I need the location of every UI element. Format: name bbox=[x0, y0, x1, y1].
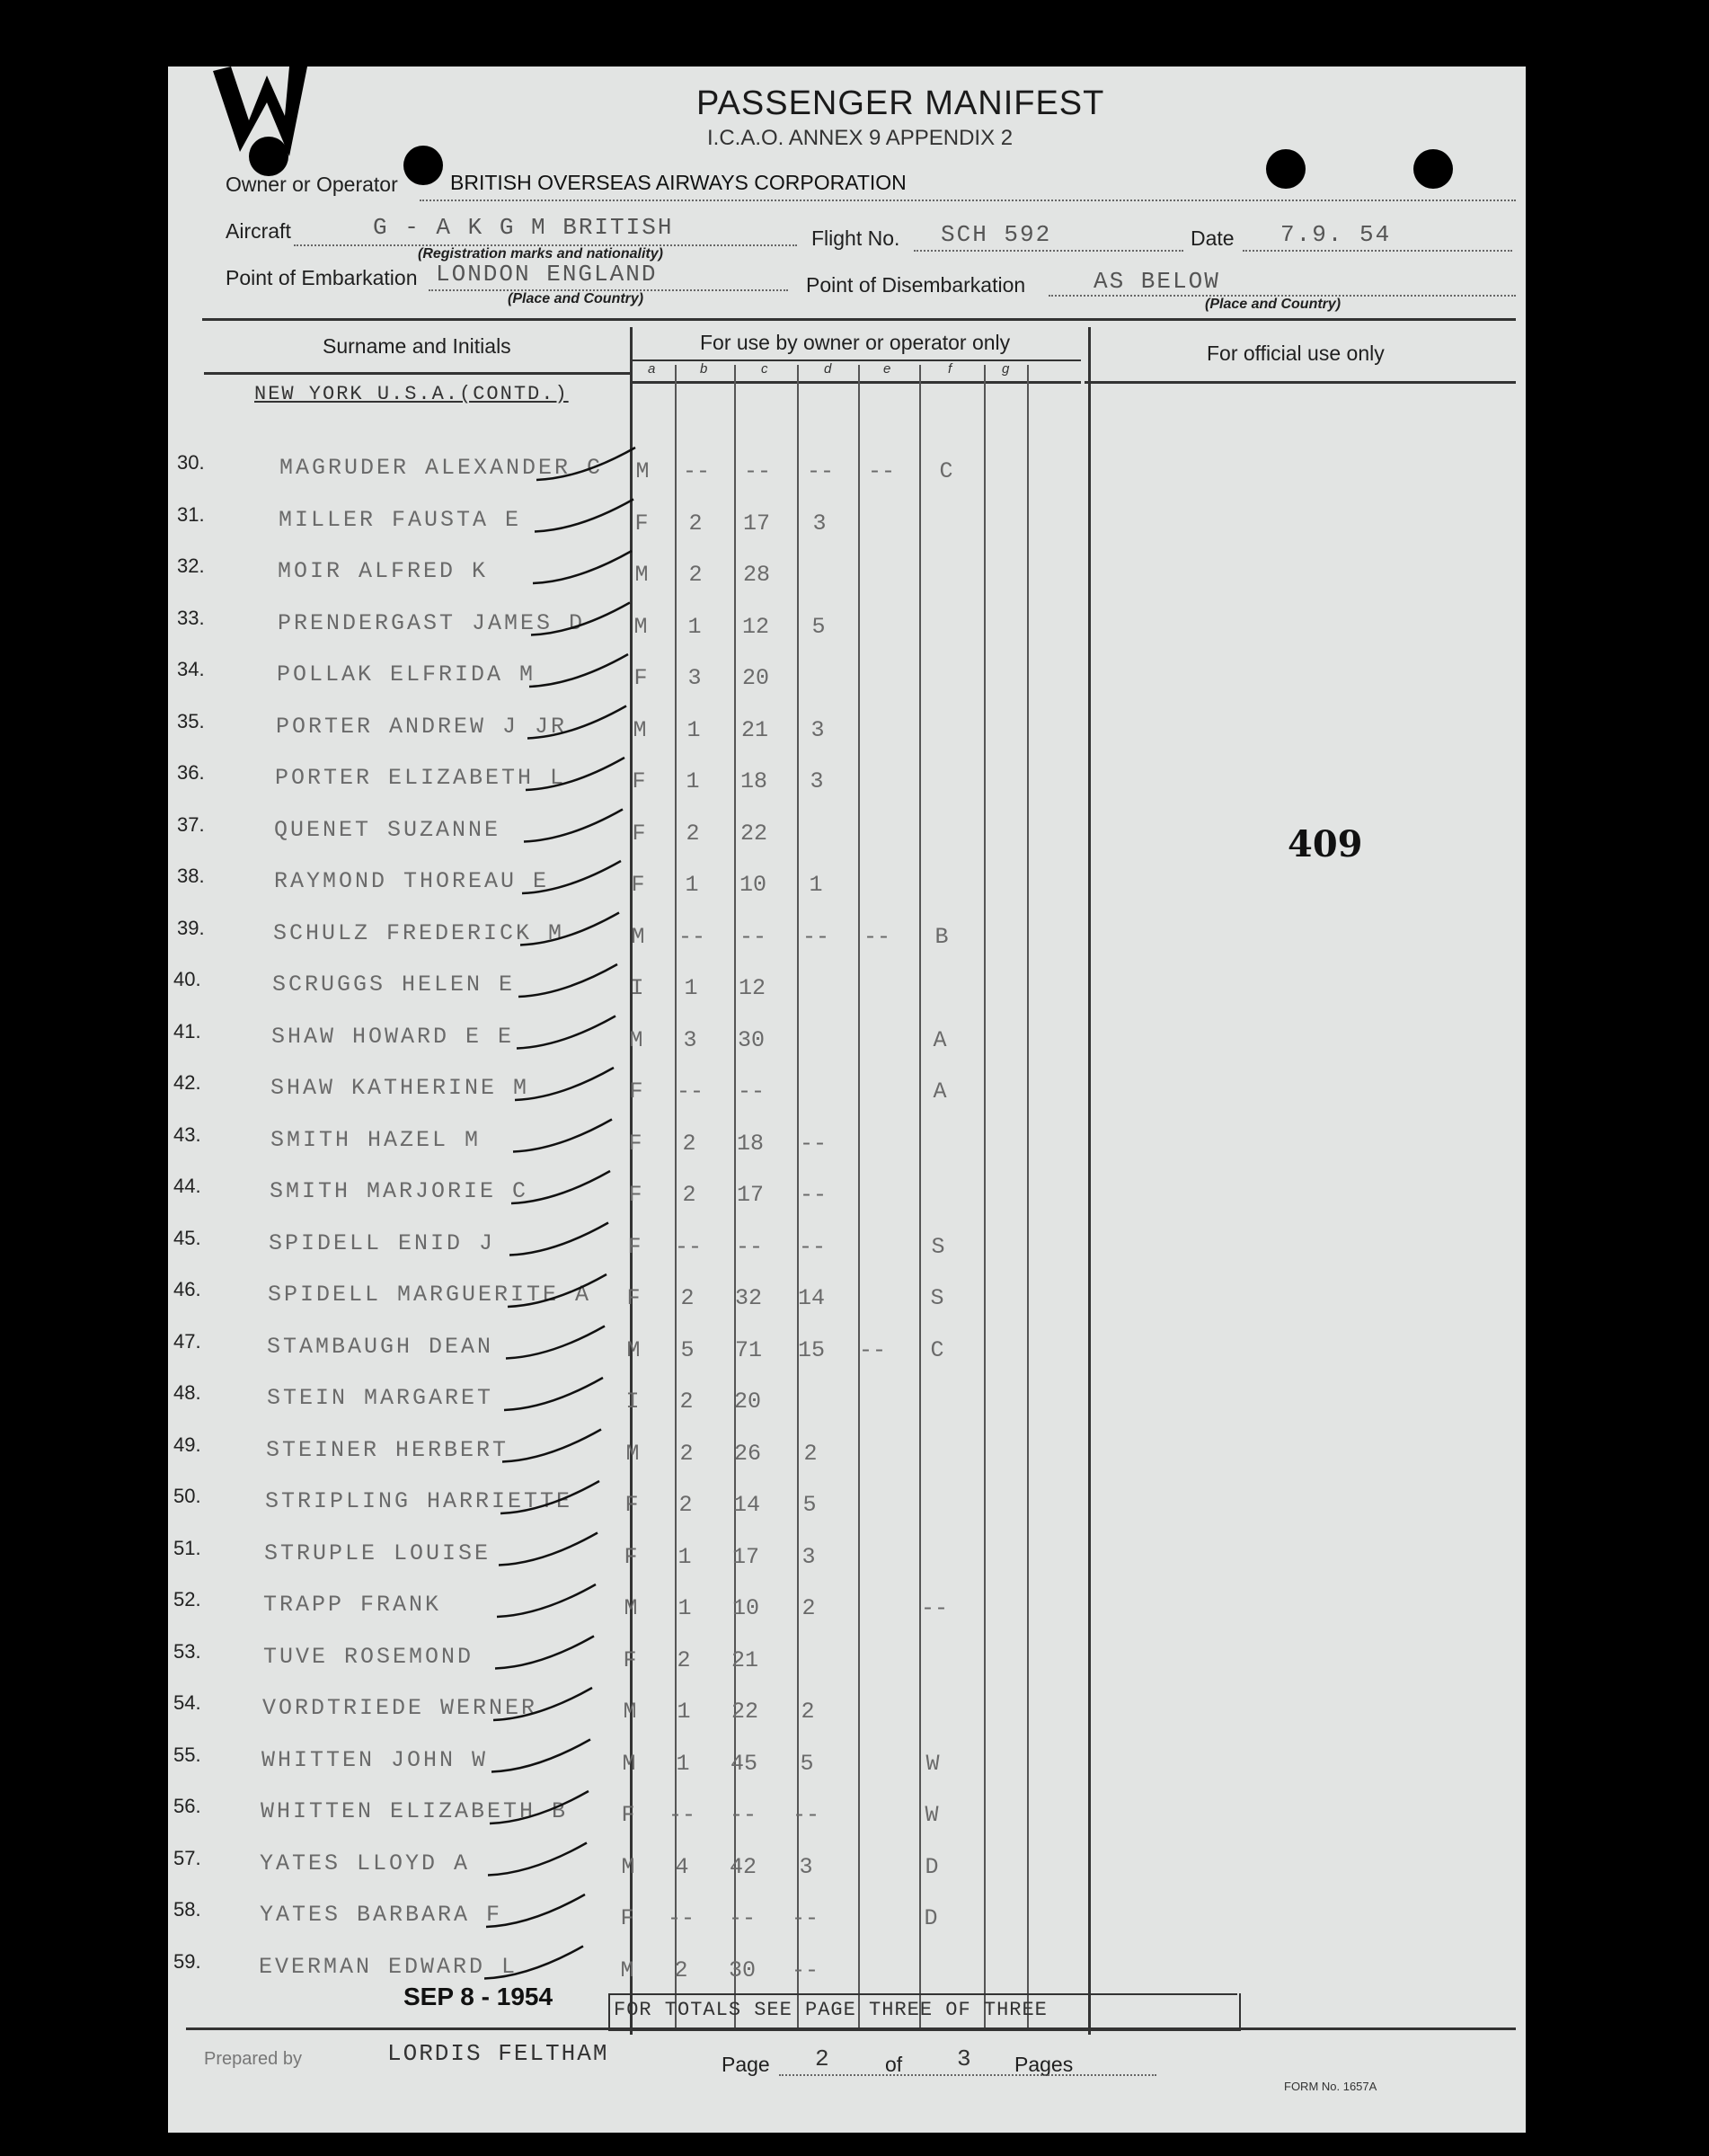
cell-b: 3 bbox=[687, 665, 702, 691]
cell-c: 17 bbox=[736, 1182, 764, 1208]
passenger-name: SCHULZ FREDERICK M bbox=[273, 919, 565, 946]
check-mark bbox=[526, 758, 624, 790]
row-number: 43. bbox=[173, 1122, 201, 1146]
cell-c: -- bbox=[729, 1802, 757, 1828]
cell-f: W bbox=[925, 1802, 939, 1828]
check-mark bbox=[499, 1533, 598, 1566]
cell-c: 18 bbox=[739, 768, 767, 794]
cell-c: -- bbox=[728, 1905, 756, 1931]
cell-a: F bbox=[627, 1233, 642, 1260]
cell-d: -- bbox=[806, 458, 834, 484]
manifest-page bbox=[168, 67, 1526, 2133]
cell-b: -- bbox=[676, 1078, 704, 1105]
cell-b: 2 bbox=[677, 1646, 691, 1673]
cell-b: 1 bbox=[685, 872, 699, 898]
row-number: 49. bbox=[173, 1433, 201, 1456]
cell-a: F bbox=[623, 1646, 637, 1673]
row-number: 36. bbox=[177, 761, 205, 784]
cell-a: M bbox=[620, 1956, 634, 1983]
column-letter-d: d bbox=[824, 361, 832, 377]
cell-c: 12 bbox=[738, 975, 766, 1001]
cell-a: F bbox=[620, 1905, 634, 1931]
pages-label: Pages bbox=[1014, 2053, 1074, 2076]
flight-value: SCH 592 bbox=[941, 221, 1052, 248]
cell-d: 5 bbox=[811, 613, 826, 640]
cell-c: -- bbox=[735, 1233, 763, 1260]
column-letter-f: f bbox=[948, 361, 952, 377]
cell-d: 14 bbox=[797, 1285, 825, 1311]
passenger-name: POLLAK ELFRIDA M bbox=[277, 661, 536, 688]
check-mark bbox=[495, 1637, 594, 1669]
cell-c: -- bbox=[737, 1078, 765, 1105]
cell-c: 10 bbox=[739, 872, 766, 898]
cell-f: C bbox=[930, 1336, 944, 1363]
disembarkation-note: (Place and Country) bbox=[1205, 297, 1342, 312]
cell-a: F bbox=[632, 768, 646, 794]
page-title: PASSENGER MANIFEST bbox=[696, 84, 1105, 122]
passenger-name: QUENET SUZANNE bbox=[274, 816, 501, 843]
cell-c: 12 bbox=[741, 613, 769, 640]
cell-b: 5 bbox=[680, 1336, 695, 1363]
cell-b: -- bbox=[682, 458, 710, 484]
check-mark bbox=[508, 1274, 607, 1307]
cell-b: 1 bbox=[687, 613, 702, 640]
cell-d: -- bbox=[792, 1802, 819, 1828]
cell-c: 10 bbox=[731, 1595, 759, 1621]
row-number: 40. bbox=[173, 968, 201, 990]
aircraft-note: (Registration marks and nationality) bbox=[418, 246, 663, 262]
cell-f: A bbox=[933, 1078, 947, 1105]
check-mark bbox=[520, 913, 619, 945]
check-mark bbox=[524, 810, 623, 842]
cell-b: -- bbox=[667, 1905, 695, 1931]
check-mark bbox=[486, 1894, 585, 1927]
cell-b: -- bbox=[677, 923, 705, 950]
row-number: 51. bbox=[173, 1536, 201, 1559]
cell-d: 2 bbox=[801, 1595, 816, 1621]
cell-e: -- bbox=[863, 923, 890, 950]
passenger-name: SHAW KATHERINE M bbox=[270, 1075, 530, 1101]
cell-e: -- bbox=[858, 1336, 886, 1363]
embarkation-note: (Place and Country) bbox=[508, 291, 644, 306]
of-label: of bbox=[885, 2053, 903, 2076]
passenger-name: SMITH HAZEL M bbox=[270, 1126, 482, 1153]
cell-f: S bbox=[931, 1233, 945, 1260]
row-number: 46. bbox=[173, 1278, 201, 1300]
check-mark bbox=[502, 1430, 601, 1462]
official-number: 409 bbox=[1288, 823, 1363, 865]
row-number: 47. bbox=[173, 1329, 201, 1353]
cell-b: 1 bbox=[686, 768, 700, 794]
of-value: 3 bbox=[957, 2045, 973, 2072]
passenger-name: RAYMOND THOREAU E bbox=[274, 868, 550, 894]
passenger-name: MAGRUDER ALEXANDER C bbox=[279, 455, 604, 481]
check-mark bbox=[517, 1016, 615, 1049]
column-letter-e: e bbox=[883, 361, 891, 377]
page-subtitle: I.C.A.O. ANNEX 9 APPENDIX 2 bbox=[707, 126, 1014, 150]
cell-d: 3 bbox=[810, 716, 825, 743]
cell-c: 22 bbox=[731, 1699, 758, 1725]
passenger-name: SCRUGGS HELEN E bbox=[272, 972, 516, 998]
cell-c: 45 bbox=[730, 1750, 757, 1777]
passenger-name: TRAPP FRANK bbox=[263, 1592, 442, 1618]
row-number: 30. bbox=[177, 451, 205, 474]
cell-c: 26 bbox=[733, 1440, 761, 1467]
check-mark bbox=[509, 1223, 608, 1255]
passenger-name: VORDTRIEDE WERNER bbox=[262, 1695, 538, 1721]
cell-b: -- bbox=[674, 1233, 702, 1260]
cell-d: -- bbox=[799, 1130, 827, 1157]
row-number: 58. bbox=[173, 1898, 201, 1921]
cell-c: 17 bbox=[731, 1543, 759, 1570]
cell-a: F bbox=[629, 1078, 643, 1105]
cell-b: 2 bbox=[688, 510, 703, 537]
passenger-name: STAMBAUGH DEAN bbox=[267, 1333, 494, 1360]
form-number: FORM No. 1657A bbox=[1284, 2080, 1377, 2093]
row-number: 31. bbox=[177, 502, 205, 526]
row-number: 56. bbox=[173, 1795, 201, 1817]
cell-c: 20 bbox=[733, 1389, 761, 1415]
cell-b: 1 bbox=[677, 1543, 692, 1570]
cell-a: M bbox=[626, 1336, 641, 1363]
row-number: 38. bbox=[177, 865, 205, 887]
cell-a: F bbox=[621, 1802, 635, 1828]
row-number: 34. bbox=[177, 658, 205, 680]
cell-b: 1 bbox=[677, 1595, 692, 1621]
check-mark bbox=[511, 1171, 610, 1203]
cell-b: 2 bbox=[688, 562, 703, 588]
cell-b: 2 bbox=[682, 1182, 696, 1208]
cell-a: F bbox=[624, 1492, 639, 1518]
cell-d: -- bbox=[798, 1233, 826, 1260]
cell-c: 30 bbox=[737, 1026, 765, 1053]
cell-a: M bbox=[622, 1750, 636, 1777]
cell-b: 2 bbox=[686, 820, 700, 847]
cell-f: -- bbox=[920, 1595, 948, 1621]
passenger-name: STEINER HERBERT bbox=[266, 1436, 509, 1463]
passenger-name: STRUPLE LOUISE bbox=[264, 1539, 491, 1566]
received-date-stamp: SEP 8 - 1954 bbox=[403, 1983, 553, 2010]
cell-c: 21 bbox=[731, 1646, 758, 1673]
cell-f: B bbox=[934, 923, 949, 950]
totals-note: FOR TOTALS SEE PAGE THREE OF THREE bbox=[614, 1999, 1048, 2021]
cell-d: -- bbox=[801, 923, 829, 950]
cell-a: F bbox=[628, 1182, 642, 1208]
aircraft-label: Aircraft bbox=[226, 219, 291, 243]
cell-b: 2 bbox=[680, 1285, 695, 1311]
cell-a: F bbox=[634, 510, 649, 537]
page-label: Page bbox=[722, 2053, 770, 2076]
passenger-name: YATES BARBARA F bbox=[260, 1902, 503, 1928]
check-mark bbox=[527, 706, 626, 739]
cell-d: 3 bbox=[799, 1853, 813, 1880]
row-number: 50. bbox=[173, 1485, 201, 1507]
cell-e: -- bbox=[867, 458, 895, 484]
disembarkation-label: Point of Disembarkation bbox=[806, 273, 1026, 297]
row-number: 53. bbox=[173, 1639, 201, 1663]
cell-d: 3 bbox=[810, 768, 824, 794]
check-mark bbox=[533, 551, 632, 583]
embarkation-value: LONDON ENGLAND bbox=[436, 261, 658, 288]
cell-f: C bbox=[939, 458, 953, 484]
cell-b: 1 bbox=[684, 975, 698, 1001]
cell-a: F bbox=[632, 820, 646, 847]
cell-b: 4 bbox=[675, 1853, 689, 1880]
cell-d: 5 bbox=[802, 1492, 817, 1518]
date-label: Date bbox=[1191, 226, 1235, 250]
row-number: 48. bbox=[173, 1381, 201, 1404]
check-mark bbox=[491, 1740, 590, 1772]
flight-label: Flight No. bbox=[811, 226, 900, 250]
cell-a: M bbox=[631, 923, 645, 950]
row-number: 42. bbox=[173, 1071, 201, 1094]
row-number: 55. bbox=[173, 1743, 201, 1766]
cell-c: 42 bbox=[729, 1853, 757, 1880]
cell-a: I bbox=[625, 1389, 640, 1415]
column-letter-g: g bbox=[1002, 361, 1010, 377]
passenger-name: PRENDERGAST JAMES D bbox=[278, 609, 586, 636]
cell-f: A bbox=[933, 1026, 947, 1053]
cell-d: -- bbox=[791, 1905, 819, 1931]
row-number: 41. bbox=[173, 1019, 201, 1043]
cell-f: S bbox=[930, 1285, 944, 1311]
passenger-name: YATES LLOYD A bbox=[260, 1850, 471, 1877]
column-letter-c: c bbox=[761, 361, 768, 377]
passenger-name: TUVE ROSEMOND bbox=[263, 1643, 474, 1670]
cell-c: 14 bbox=[732, 1492, 760, 1518]
check-mark bbox=[497, 1584, 596, 1617]
cell-b: 1 bbox=[676, 1750, 690, 1777]
surname-header: Surname and Initials bbox=[323, 334, 511, 358]
passenger-name: STEIN MARGARET bbox=[267, 1385, 494, 1411]
row-number: 57. bbox=[173, 1846, 201, 1869]
cell-b: 2 bbox=[682, 1130, 696, 1157]
official-use-header: For official use only bbox=[1207, 342, 1385, 365]
row-number: 35. bbox=[177, 709, 205, 732]
passenger-name: WHITTEN JOHN W bbox=[261, 1746, 489, 1773]
cell-a: M bbox=[624, 1595, 638, 1621]
cell-c: 71 bbox=[734, 1336, 762, 1363]
passenger-name: SPIDELL MARGUERITE A bbox=[268, 1282, 592, 1308]
cell-d: 1 bbox=[809, 872, 823, 898]
cell-d: 15 bbox=[797, 1336, 825, 1363]
check-mark bbox=[515, 1068, 614, 1100]
cell-a: M bbox=[633, 613, 648, 640]
passenger-name: SMITH MARJORIE C bbox=[270, 1178, 529, 1204]
column-letter-a: a bbox=[648, 361, 656, 377]
cell-a: F bbox=[631, 872, 645, 898]
cell-c: 18 bbox=[736, 1130, 764, 1157]
cell-a: M bbox=[629, 1026, 643, 1053]
cell-a: M bbox=[633, 716, 647, 743]
cell-d: 2 bbox=[803, 1440, 818, 1467]
cell-f: D bbox=[925, 1853, 939, 1880]
cell-b: 2 bbox=[679, 1440, 694, 1467]
cell-c: 30 bbox=[728, 1956, 756, 1983]
passenger-name: STRIPLING HARRIETTE bbox=[265, 1488, 573, 1514]
row-number: 59. bbox=[173, 1949, 201, 1973]
check-mark bbox=[522, 861, 621, 893]
date-value: 7.9. 54 bbox=[1280, 221, 1392, 248]
check-mark bbox=[488, 1843, 587, 1876]
cell-c: 17 bbox=[742, 510, 770, 537]
cell-d: 5 bbox=[800, 1750, 814, 1777]
cell-b: 2 bbox=[674, 1956, 688, 1983]
aircraft-value: G - A K G M BRITISH bbox=[373, 214, 674, 241]
passenger-name: PORTER ELIZABETH L bbox=[275, 765, 567, 791]
check-mark bbox=[529, 654, 628, 687]
cell-c: 20 bbox=[741, 665, 769, 691]
cell-c: 22 bbox=[739, 820, 767, 847]
cell-a: M bbox=[621, 1853, 635, 1880]
cell-a: M bbox=[635, 458, 650, 484]
cell-a: F bbox=[626, 1285, 641, 1311]
row-number: 33. bbox=[177, 606, 205, 629]
cell-c: 21 bbox=[740, 716, 768, 743]
cell-d: -- bbox=[799, 1182, 827, 1208]
cell-a: M bbox=[625, 1440, 640, 1467]
embarkation-label: Point of Embarkation bbox=[226, 266, 418, 289]
cell-f: D bbox=[924, 1905, 938, 1931]
cell-a: M bbox=[623, 1699, 637, 1725]
check-mark bbox=[531, 603, 630, 635]
cell-d: 3 bbox=[801, 1543, 816, 1570]
cell-d: -- bbox=[791, 1956, 819, 1983]
passenger-name: MOIR ALFRED K bbox=[278, 558, 489, 584]
cell-a: I bbox=[630, 975, 644, 1001]
section-label: NEW YORK U.S.A.(CONTD.) bbox=[254, 383, 569, 405]
row-number: 45. bbox=[173, 1226, 201, 1249]
owner-value: BRITISH OVERSEAS AIRWAYS CORPORATION bbox=[450, 171, 907, 194]
check-mark bbox=[535, 500, 633, 532]
column-letter-b: b bbox=[700, 361, 708, 377]
passenger-name: EVERMAN EDWARD L bbox=[259, 1953, 518, 1980]
passenger-name: PORTER ANDREW J JR bbox=[276, 713, 568, 740]
cell-d: 3 bbox=[812, 510, 827, 537]
owner-label: Owner or Operator bbox=[226, 173, 398, 196]
cell-f: W bbox=[925, 1750, 940, 1777]
check-mark bbox=[506, 1326, 605, 1359]
check-mark bbox=[493, 1688, 592, 1720]
row-number: 54. bbox=[173, 1691, 201, 1714]
cell-a: M bbox=[634, 562, 649, 588]
cell-a: F bbox=[624, 1543, 638, 1570]
prepared-by-value: LORDIS FELTHAM bbox=[387, 2040, 609, 2067]
cell-a: F bbox=[628, 1130, 642, 1157]
page-value: 2 bbox=[815, 2045, 831, 2072]
disembarkation-value: AS BELOW bbox=[1094, 268, 1220, 295]
prepared-by-label: Prepared by bbox=[204, 2049, 302, 2069]
row-number: 37. bbox=[177, 812, 205, 836]
owner-use-header: For use by owner or operator only bbox=[700, 331, 1011, 354]
passenger-name: MILLER FAUSTA E bbox=[279, 506, 522, 533]
cell-b: 3 bbox=[683, 1026, 697, 1053]
passenger-name: WHITTEN ELIZABETH B bbox=[261, 1798, 569, 1824]
cell-b: 1 bbox=[686, 716, 701, 743]
passenger-name: SHAW HOWARD E E bbox=[271, 1023, 515, 1050]
passenger-name: SPIDELL ENID J bbox=[269, 1229, 496, 1256]
cell-b: 1 bbox=[677, 1699, 691, 1725]
cell-c: 32 bbox=[734, 1285, 762, 1311]
check-mark bbox=[536, 448, 635, 480]
check-mark bbox=[490, 1791, 589, 1823]
row-number: 32. bbox=[177, 555, 205, 577]
check-mark bbox=[513, 1120, 612, 1152]
cell-d: 2 bbox=[801, 1699, 815, 1725]
row-number: 39. bbox=[177, 916, 205, 939]
cell-b: 2 bbox=[679, 1389, 694, 1415]
row-number: 44. bbox=[173, 1175, 201, 1197]
check-mark bbox=[500, 1481, 599, 1513]
check-mark bbox=[484, 1947, 583, 1979]
cell-c: 28 bbox=[742, 562, 770, 588]
row-number: 52. bbox=[173, 1588, 201, 1610]
check-mark bbox=[504, 1378, 603, 1410]
cell-b: 2 bbox=[678, 1492, 693, 1518]
cell-c: -- bbox=[739, 923, 766, 950]
cell-c: -- bbox=[743, 458, 771, 484]
check-mark bbox=[518, 964, 617, 997]
cell-b: -- bbox=[668, 1802, 695, 1828]
check-marks bbox=[168, 67, 1526, 2133]
cell-a: F bbox=[633, 665, 648, 691]
